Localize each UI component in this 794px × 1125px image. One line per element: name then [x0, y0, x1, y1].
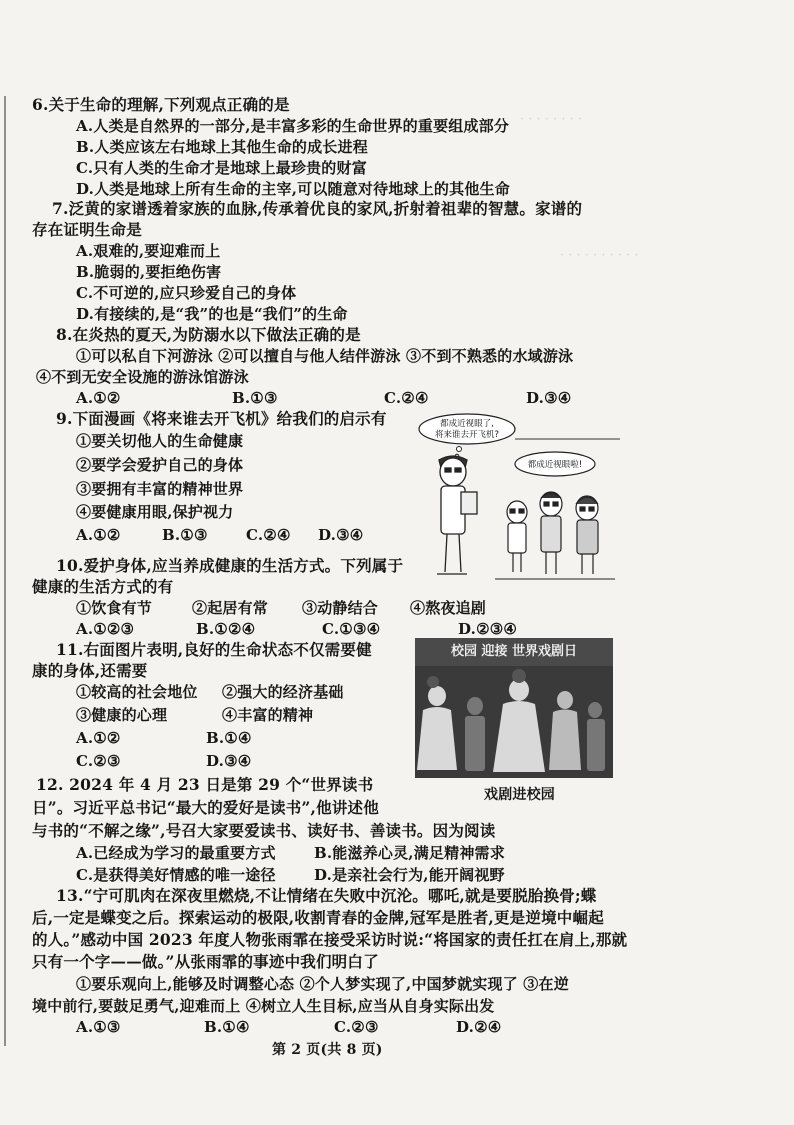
child-figures [507, 492, 598, 574]
q13-stem-1: 13.“宁可肌肉在深夜里燃烧,不让情绪在失败中沉沦。哪吒,就是要脱胎换骨;蝶 [56, 886, 597, 905]
q8-option-d: D.③④ [526, 389, 572, 407]
opera-performers [415, 666, 613, 778]
q7-option-c: C.不可逆的,应只珍爱自己的身体 [76, 284, 297, 302]
q7-option-a: A.艰难的,要迎难而上 [76, 242, 221, 260]
q9-option-d: D.③④ [318, 526, 364, 544]
q10-option-d: D.②③④ [458, 620, 518, 638]
q12-stem-1: 12. 2024 年 4 月 23 日是第 29 个“世界读书 [36, 775, 374, 794]
q10-option-a: A.①②③ [76, 620, 135, 638]
show-through: · · · · · · · · · · [560, 248, 639, 263]
q10-item-1: ①饮食有节 [76, 599, 153, 617]
q11-item-4: ④丰富的精神 [222, 706, 314, 724]
q12-option-c: C.是获得美好情感的唯一途径 [76, 866, 276, 884]
q9-item-2: ②要学会爱护自己的身体 [76, 456, 244, 474]
q11-item-2: ②强大的经济基础 [222, 683, 344, 701]
q9-item-1: ①要关切他人的生命健康 [76, 432, 244, 450]
q12-option-d: D.是亲社会行为,能开阔视野 [314, 866, 505, 884]
q6-option-b: B.人类应该左右地球上其他生命的成长进程 [76, 138, 368, 156]
q11-item-1: ①较高的社会地位 [76, 683, 198, 701]
q13-option-c: C.②③ [334, 1018, 379, 1036]
q10-item-3: ③动静结合 [302, 599, 379, 617]
q6-stem: 6.关于生命的理解,下列观点正确的是 [32, 95, 290, 114]
q10-option-c: C.①③④ [322, 620, 381, 638]
q7-stem-2: 存在证明生命是 [32, 220, 142, 239]
q9-item-4: ④要健康用眼,保护视力 [76, 503, 234, 521]
q11-stem-1: 11.右面图片表明,良好的生命状态不仅需要健 [56, 640, 372, 659]
cartoon-future-pilots [415, 412, 620, 587]
q6-option-d: D.人类是地球上所有生命的主宰,可以随意对待地球上的其他生命 [76, 180, 510, 198]
q7-stem-1: 7.泛黄的家谱透着家族的血脉,传承着优良的家风,折射着祖辈的智慧。家谱的 [52, 199, 583, 218]
q10-stem-2: 健康的生活方式的有 [32, 577, 174, 596]
q13-stem-3: 的人。”感动中国 2023 年度人物张雨霏在接受采访时说:“将国家的责任扛在肩上,那就 [32, 930, 628, 949]
scan-edge [4, 96, 6, 1046]
q12-stem-2: 日”。习近平总书记“最大的爱好是读书”,他讲述他 [32, 798, 379, 817]
photo-drama-on-campus [415, 638, 613, 778]
q10-item-2: ②起居有常 [192, 599, 269, 617]
q13-option-d: D.②④ [456, 1018, 502, 1036]
q13-option-a: A.①③ [76, 1018, 121, 1036]
photo-banner: 校园 迎接 世界戏剧日 [415, 638, 613, 666]
bubble-text-3: 都成近视眼啦! [527, 460, 583, 470]
q10-item-4: ④熬夜追剧 [410, 599, 487, 617]
q10-option-b: B.①②④ [196, 620, 256, 638]
q13-items-2: 境中前行,要鼓足勇气,迎难而上 ④树立人生目标,应当从自身实际出发 [32, 997, 495, 1015]
q8-option-b: B.①③ [232, 389, 278, 407]
q12-stem-3: 与书的“不解之缘”,号召大家要爱读书、读好书、善读书。因为阅读 [32, 821, 496, 840]
photo-caption: 戏剧进校园 [484, 787, 555, 803]
q11-option-a: A.①② [76, 729, 121, 747]
q9-option-a: A.①② [76, 526, 121, 544]
q7-option-d: D.有接续的,是“我”的也是“我们”的生命 [76, 305, 348, 323]
q6-option-a: A.人类是自然界的一部分,是丰富多彩的生命世界的重要组成部分 [76, 117, 510, 135]
q9-item-3: ③要拥有丰富的精神世界 [76, 480, 244, 498]
bubble-text-2: 将来谁去开飞机? [434, 430, 500, 440]
q11-option-b: B.①④ [206, 729, 252, 747]
q12-option-a: A.已经成为学习的最重要方式 [76, 844, 276, 862]
adult-figure [437, 456, 477, 574]
q13-stem-4: 只有一个字——做。”从张雨霏的事迹中我们明白了 [32, 952, 379, 971]
q11-option-c: C.②③ [76, 752, 121, 770]
q11-item-3: ③健康的心理 [76, 706, 168, 724]
q10-stem-1: 10.爱护身体,应当养成健康的生活方式。下列属于 [56, 556, 404, 575]
q12-option-b: B.能滋养心灵,满足精神需求 [314, 844, 505, 862]
q9-stem: 9.下面漫画《将来谁去开飞机》给我们的启示有 [56, 409, 387, 428]
page-number: 第 2 页(共 8 页) [272, 1042, 383, 1058]
q9-option-c: C.②④ [246, 526, 291, 544]
q8-stem: 8.在炎热的夏天,为防溺水以下做法正确的是 [56, 325, 361, 344]
q7-option-b: B.脆弱的,要拒绝伤害 [76, 263, 222, 281]
q8-option-a: A.①② [76, 389, 121, 407]
q8-items-1: ①可以私自下河游泳 ②可以擅自与他人结伴游泳 ③不到不熟悉的水域游泳 [76, 347, 574, 365]
q13-stem-2: 后,一定是蝶变之后。探索运动的极限,收割青春的金牌,冠军是胜者,更是逆境中崛起 [32, 908, 604, 927]
q8-option-c: C.②④ [384, 389, 429, 407]
q11-stem-2: 康的身体,还需要 [32, 661, 148, 680]
q6-option-c: C.只有人类的生命才是地球上最珍贵的财富 [76, 159, 367, 177]
show-through: · · · · · · · · [520, 112, 582, 127]
bubble-text-1: 都成近视眼了, [440, 419, 494, 429]
q11-option-d: D.③④ [206, 752, 252, 770]
q13-items-1: ①要乐观向上,能够及时调整心态 ②个人梦实现了,中国梦就实现了 ③在逆 [76, 975, 569, 993]
q8-items-2: ④不到无安全设施的游泳馆游泳 [36, 368, 249, 386]
q13-option-b: B.①④ [204, 1018, 250, 1036]
q9-option-b: B.①③ [162, 526, 208, 544]
